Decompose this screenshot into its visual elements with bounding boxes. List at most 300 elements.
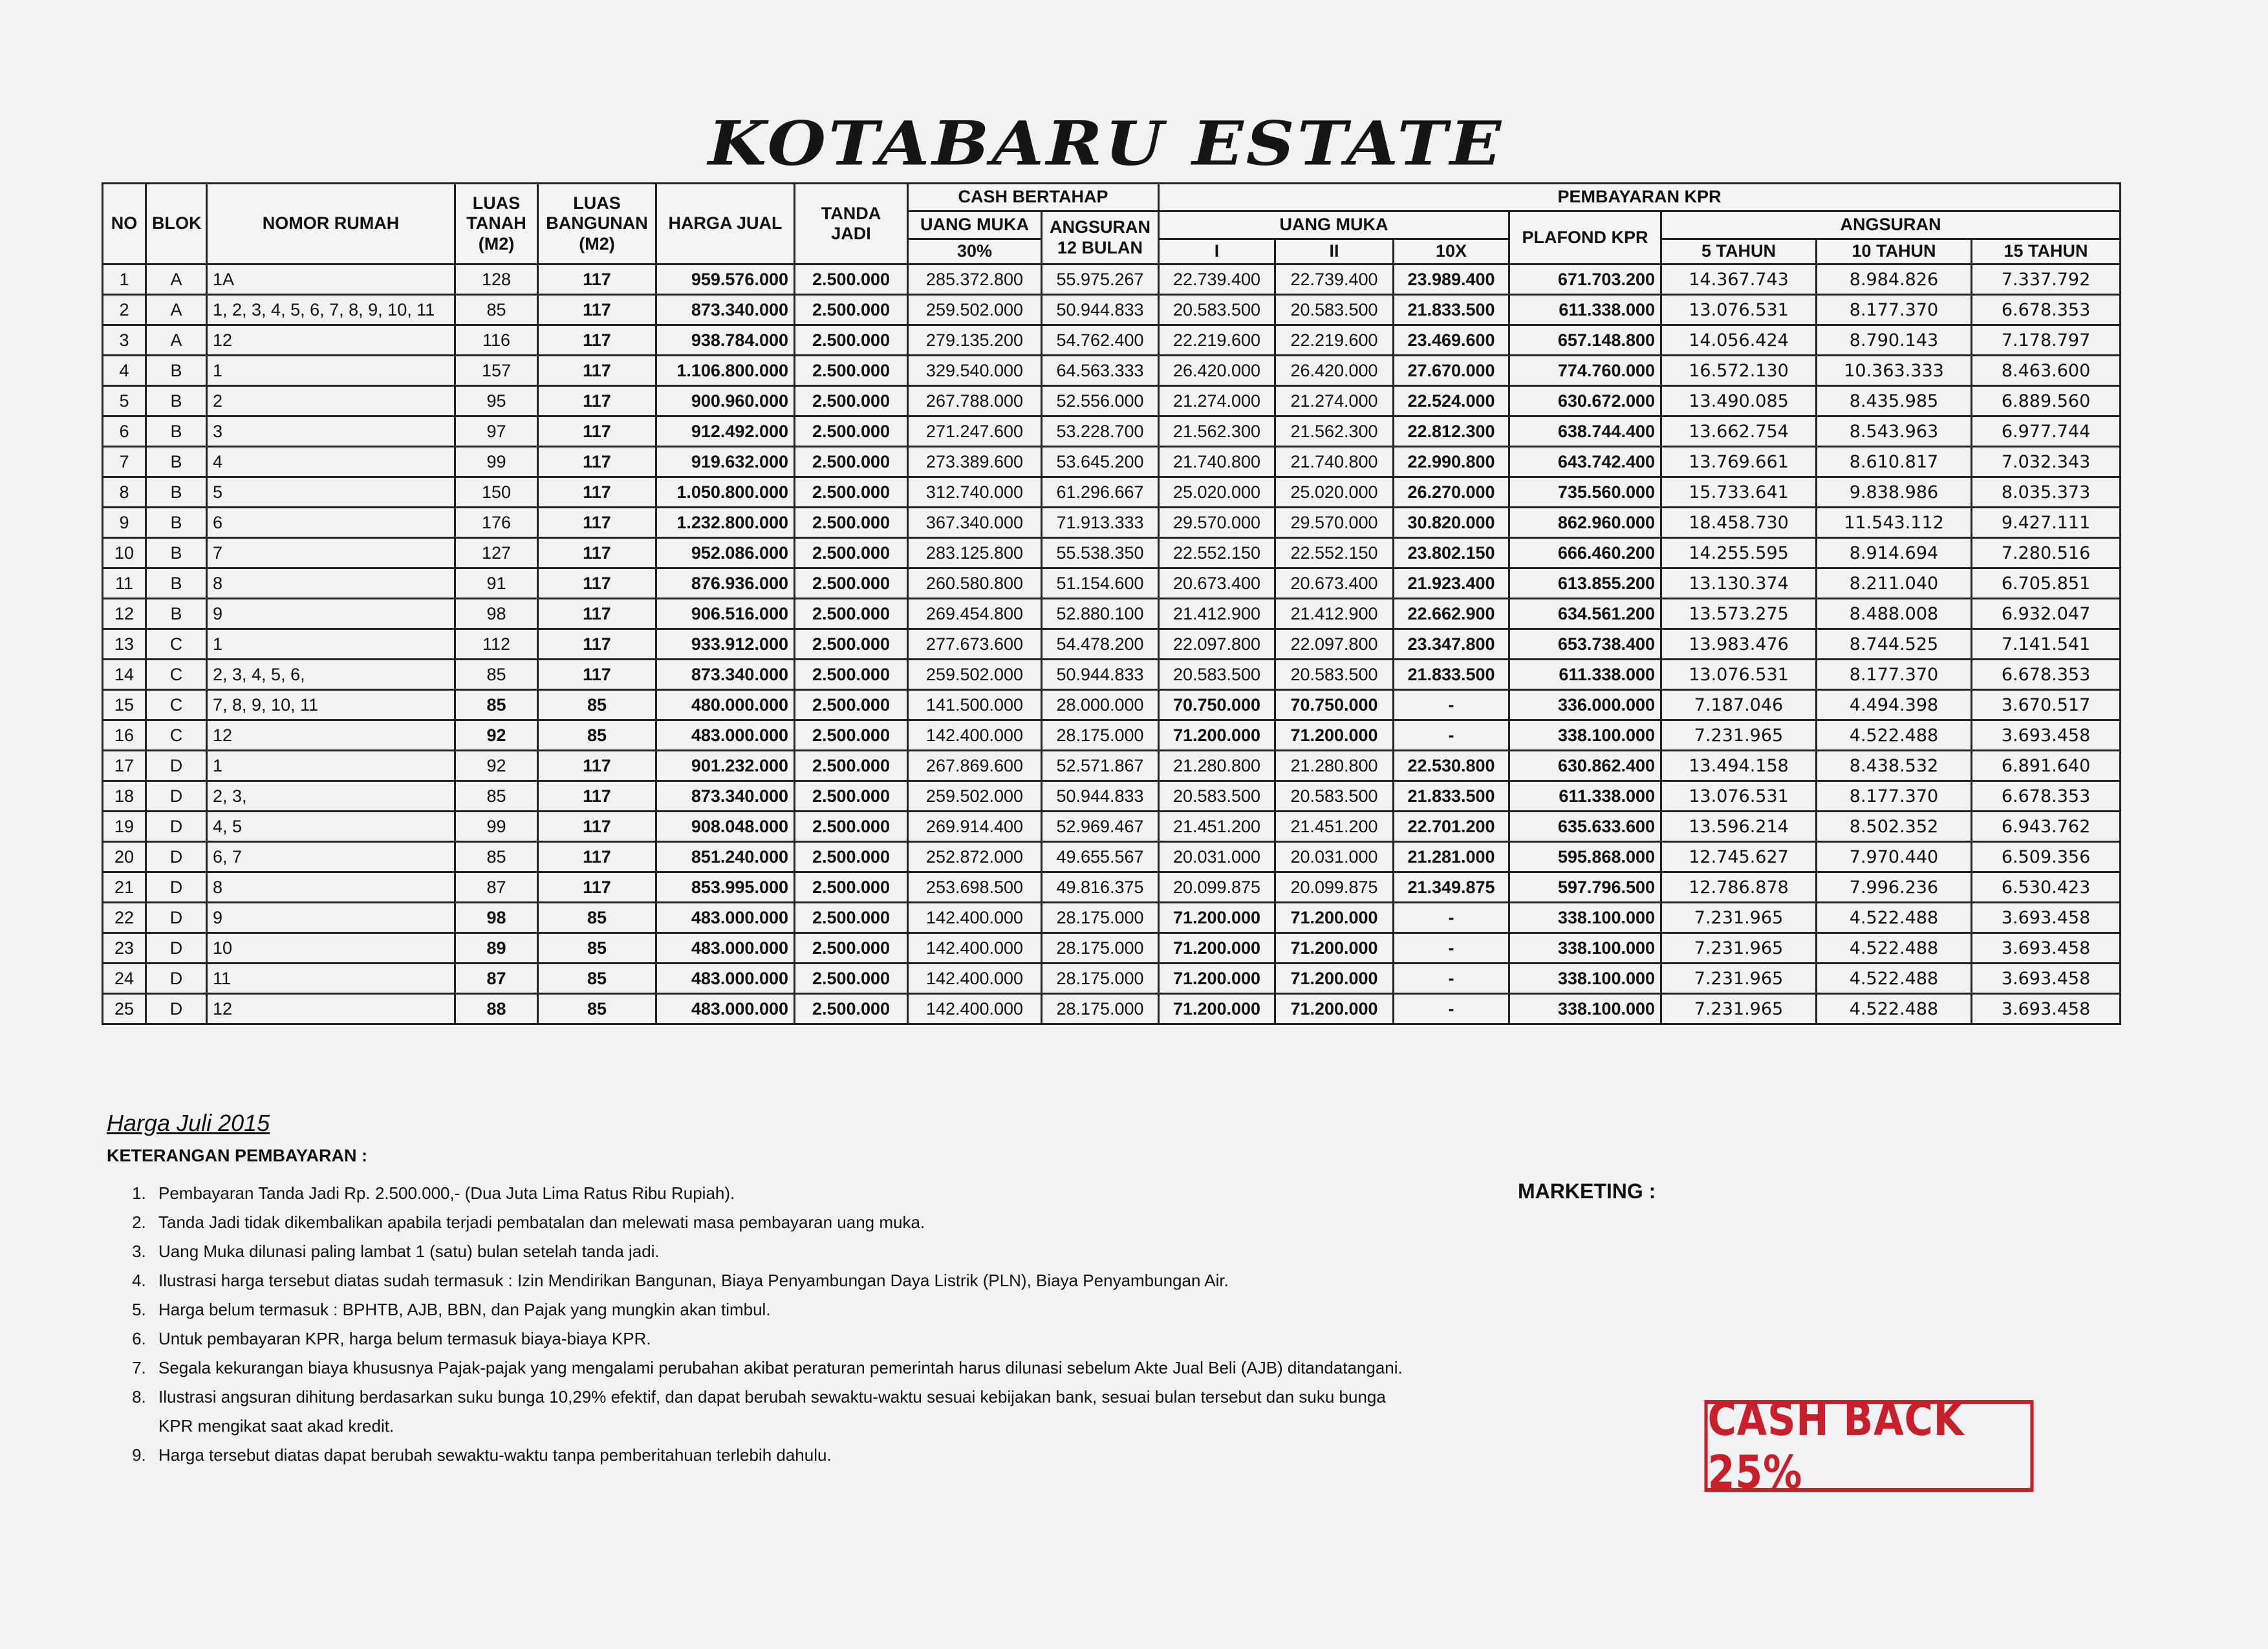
table-row — [103, 264, 2121, 295]
cell-no: 12 — [103, 599, 146, 629]
table-row — [103, 629, 2121, 660]
cell-um-ii: 20.583.500 — [1275, 660, 1394, 690]
cell-um-ii: 25.020.000 — [1275, 477, 1394, 508]
cell-um-ii: 20.673.400 — [1275, 568, 1394, 599]
cell-um-i: 21.740.800 — [1159, 447, 1275, 477]
cell-5-tahun: 13.076.531 — [1661, 660, 1817, 690]
cell-harga-jual: 938.784.000 — [656, 325, 795, 356]
cell-tanda-jadi: 2.500.000 — [795, 538, 908, 568]
cell-luas-tanah: 128 — [455, 264, 538, 295]
cell-plafond-kpr: 597.796.500 — [1509, 872, 1661, 903]
cell-nomor-rumah: 5 — [207, 477, 455, 508]
cell-no: 4 — [103, 356, 146, 386]
cell-no: 7 — [103, 447, 146, 477]
cell-um-i: 21.562.300 — [1159, 416, 1275, 447]
cell-luas-bangunan: 117 — [538, 660, 656, 690]
table-row — [103, 386, 2121, 416]
cell-10-tahun: 8.543.963 — [1817, 416, 1972, 447]
cell-10-tahun: 4.522.488 — [1817, 964, 1972, 994]
cell-5-tahun: 13.662.754 — [1661, 416, 1817, 447]
cell-harga-jual: 873.340.000 — [656, 295, 795, 325]
cell-blok: C — [146, 690, 207, 720]
cell-plafond-kpr: 657.148.800 — [1509, 325, 1661, 356]
cell-um-i: 20.099.875 — [1159, 872, 1275, 903]
col-plafond-kpr: PLAFOND KPR — [1509, 211, 1661, 264]
cell-10-tahun: 8.790.143 — [1817, 325, 1972, 356]
cell-15-tahun: 6.678.353 — [1972, 295, 2121, 325]
cell-10-tahun: 8.177.370 — [1817, 781, 1972, 812]
cell-harga-jual: 853.995.000 — [656, 872, 795, 903]
cell-angsuran-12-bulan: 61.296.667 — [1042, 477, 1159, 508]
cell-cash-uang-muka: 285.372.800 — [908, 264, 1042, 295]
cell-15-tahun: 7.337.792 — [1972, 264, 2121, 295]
cell-nomor-rumah: 2, 3, 4, 5, 6, — [207, 660, 455, 690]
cell-cash-uang-muka: 142.400.000 — [908, 933, 1042, 964]
cell-no: 25 — [103, 994, 146, 1024]
cell-tanda-jadi: 2.500.000 — [795, 964, 908, 994]
cell-tanda-jadi: 2.500.000 — [795, 690, 908, 720]
table-row — [103, 295, 2121, 325]
cell-um-i: 71.200.000 — [1159, 964, 1275, 994]
cell-tanda-jadi: 2.500.000 — [795, 812, 908, 842]
cell-blok: D — [146, 751, 207, 781]
cell-5-tahun: 15.733.641 — [1661, 477, 1817, 508]
cell-harga-jual: 901.232.000 — [656, 751, 795, 781]
cell-um-10x: - — [1394, 720, 1509, 751]
group-angsuran: ANGSURAN — [1661, 211, 2121, 239]
note-item: 5. Harga belum termasuk : BPHTB, AJB, BBN, dan Pajak yang mungkin akan timbul. — [151, 1295, 1594, 1324]
cell-angsuran-12-bulan: 64.563.333 — [1042, 356, 1159, 386]
cell-luas-bangunan: 85 — [538, 690, 656, 720]
cell-angsuran-12-bulan: 53.645.200 — [1042, 447, 1159, 477]
cell-15-tahun: 6.530.423 — [1972, 872, 2121, 903]
cell-um-ii: 21.740.800 — [1275, 447, 1394, 477]
cell-um-i: 70.750.000 — [1159, 690, 1275, 720]
cell-10-tahun: 8.435.985 — [1817, 386, 1972, 416]
cell-plafond-kpr: 613.855.200 — [1509, 568, 1661, 599]
cell-harga-jual: 1.106.800.000 — [656, 356, 795, 386]
cell-cash-uang-muka: 329.540.000 — [908, 356, 1042, 386]
cell-luas-tanah: 87 — [455, 964, 538, 994]
cell-luas-tanah: 98 — [455, 599, 538, 629]
cell-luas-bangunan: 117 — [538, 812, 656, 842]
price-table — [102, 182, 2121, 1025]
cell-luas-bangunan: 85 — [538, 903, 656, 933]
cell-luas-tanah: 88 — [455, 994, 538, 1024]
cell-nomor-rumah: 12 — [207, 994, 455, 1024]
cell-plafond-kpr: 338.100.000 — [1509, 933, 1661, 964]
cell-nomor-rumah: 1 — [207, 356, 455, 386]
cell-blok: B — [146, 538, 207, 568]
cell-um-10x: 22.812.300 — [1394, 416, 1509, 447]
cell-luas-bangunan: 117 — [538, 568, 656, 599]
col-um-10x: 10X — [1394, 239, 1509, 264]
cell-angsuran-12-bulan: 54.762.400 — [1042, 325, 1159, 356]
cell-15-tahun: 9.427.111 — [1972, 508, 2121, 538]
cell-no: 11 — [103, 568, 146, 599]
cell-15-tahun: 3.693.458 — [1972, 720, 2121, 751]
cell-nomor-rumah: 8 — [207, 872, 455, 903]
col-cash-uang-muka: UANG MUKA — [908, 211, 1042, 239]
cell-nomor-rumah: 7 — [207, 538, 455, 568]
cell-um-10x: 22.524.000 — [1394, 386, 1509, 416]
cell-harga-jual: 959.576.000 — [656, 264, 795, 295]
col-5-tahun: 5 TAHUN — [1661, 239, 1817, 264]
cell-5-tahun: 13.130.374 — [1661, 568, 1817, 599]
col-no: NO — [103, 184, 146, 264]
cell-um-ii: 21.562.300 — [1275, 416, 1394, 447]
cell-luas-tanah: 91 — [455, 568, 538, 599]
cell-harga-jual: 1.232.800.000 — [656, 508, 795, 538]
cell-luas-bangunan: 85 — [538, 994, 656, 1024]
cell-cash-uang-muka: 271.247.600 — [908, 416, 1042, 447]
cell-cash-uang-muka: 259.502.000 — [908, 295, 1042, 325]
cell-15-tahun: 6.705.851 — [1972, 568, 2121, 599]
note-item: 4. Ilustrasi harga tersebut diatas sudah termasuk : Izin Mendirikan Bangunan, Biaya Penyambungan Daya Listrik (PLN), Biaya Penyambungan Air. — [151, 1266, 1594, 1295]
cell-blok: A — [146, 264, 207, 295]
cell-blok: C — [146, 720, 207, 751]
cell-angsuran-12-bulan: 55.975.267 — [1042, 264, 1159, 295]
table-row — [103, 872, 2121, 903]
cell-harga-jual: 919.632.000 — [656, 447, 795, 477]
cell-angsuran-12-bulan: 28.175.000 — [1042, 994, 1159, 1024]
cell-10-tahun: 8.984.826 — [1817, 264, 1972, 295]
cell-tanda-jadi: 2.500.000 — [795, 508, 908, 538]
cell-plafond-kpr: 666.460.200 — [1509, 538, 1661, 568]
col-luas-bangunan: LUAS BANGUNAN (M2) — [538, 184, 656, 264]
cell-cash-uang-muka: 260.580.800 — [908, 568, 1042, 599]
cell-um-ii: 22.097.800 — [1275, 629, 1394, 660]
cell-um-10x: 22.701.200 — [1394, 812, 1509, 842]
cell-harga-jual: 483.000.000 — [656, 933, 795, 964]
cell-plafond-kpr: 735.560.000 — [1509, 477, 1661, 508]
cell-um-ii: 20.031.000 — [1275, 842, 1394, 872]
cell-angsuran-12-bulan: 52.880.100 — [1042, 599, 1159, 629]
cell-harga-jual: 873.340.000 — [656, 660, 795, 690]
cell-plafond-kpr: 595.868.000 — [1509, 842, 1661, 872]
cell-blok: D — [146, 964, 207, 994]
cell-harga-jual: 876.936.000 — [656, 568, 795, 599]
cell-15-tahun: 6.678.353 — [1972, 660, 2121, 690]
cell-um-ii: 22.219.600 — [1275, 325, 1394, 356]
cell-cash-uang-muka: 367.340.000 — [908, 508, 1042, 538]
cell-no: 22 — [103, 903, 146, 933]
cell-angsuran-12-bulan: 28.175.000 — [1042, 903, 1159, 933]
cell-15-tahun: 8.463.600 — [1972, 356, 2121, 386]
cell-cash-uang-muka: 267.869.600 — [908, 751, 1042, 781]
cell-15-tahun: 8.035.373 — [1972, 477, 2121, 508]
cell-15-tahun: 6.889.560 — [1972, 386, 2121, 416]
cell-10-tahun: 4.522.488 — [1817, 903, 1972, 933]
col-tanda-jadi: TANDA JADI — [795, 184, 908, 264]
cell-luas-bangunan: 117 — [538, 325, 656, 356]
cell-cash-uang-muka: 259.502.000 — [908, 660, 1042, 690]
cell-nomor-rumah: 9 — [207, 599, 455, 629]
cell-um-i: 21.280.800 — [1159, 751, 1275, 781]
cell-15-tahun: 7.141.541 — [1972, 629, 2121, 660]
cell-cash-uang-muka: 142.400.000 — [908, 994, 1042, 1024]
cell-um-ii: 21.280.800 — [1275, 751, 1394, 781]
cell-tanda-jadi: 2.500.000 — [795, 842, 908, 872]
cell-blok: B — [146, 386, 207, 416]
cell-luas-tanah: 150 — [455, 477, 538, 508]
cell-plafond-kpr: 338.100.000 — [1509, 994, 1661, 1024]
cell-luas-bangunan: 117 — [538, 356, 656, 386]
cell-no: 1 — [103, 264, 146, 295]
cell-harga-jual: 483.000.000 — [656, 994, 795, 1024]
cell-luas-tanah: 112 — [455, 629, 538, 660]
cell-luas-tanah: 95 — [455, 386, 538, 416]
cell-tanda-jadi: 2.500.000 — [795, 416, 908, 447]
cell-5-tahun: 13.573.275 — [1661, 599, 1817, 629]
cell-blok: D — [146, 903, 207, 933]
cell-blok: D — [146, 872, 207, 903]
cell-nomor-rumah: 1, 2, 3, 4, 5, 6, 7, 8, 9, 10, 11 — [207, 295, 455, 325]
cell-luas-tanah: 176 — [455, 508, 538, 538]
cell-tanda-jadi: 2.500.000 — [795, 872, 908, 903]
cell-nomor-rumah: 1 — [207, 629, 455, 660]
cell-plafond-kpr: 643.742.400 — [1509, 447, 1661, 477]
cell-nomor-rumah: 7, 8, 9, 10, 11 — [207, 690, 455, 720]
cell-plafond-kpr: 338.100.000 — [1509, 903, 1661, 933]
cell-15-tahun: 6.509.356 — [1972, 842, 2121, 872]
cell-15-tahun: 6.943.762 — [1972, 812, 2121, 842]
cell-luas-tanah: 85 — [455, 660, 538, 690]
cell-harga-jual: 873.340.000 — [656, 781, 795, 812]
cell-cash-uang-muka: 141.500.000 — [908, 690, 1042, 720]
cell-harga-jual: 908.048.000 — [656, 812, 795, 842]
cell-luas-bangunan: 117 — [538, 416, 656, 447]
cell-luas-tanah: 127 — [455, 538, 538, 568]
cell-harga-jual: 952.086.000 — [656, 538, 795, 568]
cell-nomor-rumah: 12 — [207, 720, 455, 751]
table-header — [103, 184, 2121, 264]
cell-angsuran-12-bulan: 49.816.375 — [1042, 872, 1159, 903]
cell-angsuran-12-bulan: 51.154.600 — [1042, 568, 1159, 599]
cell-luas-tanah: 85 — [455, 690, 538, 720]
cell-um-i: 71.200.000 — [1159, 933, 1275, 964]
cell-5-tahun: 13.076.531 — [1661, 295, 1817, 325]
cell-no: 15 — [103, 690, 146, 720]
cell-luas-tanah: 99 — [455, 812, 538, 842]
table-row — [103, 842, 2121, 872]
cell-um-10x: 27.670.000 — [1394, 356, 1509, 386]
cell-luas-bangunan: 117 — [538, 477, 656, 508]
cell-tanda-jadi: 2.500.000 — [795, 386, 908, 416]
cell-5-tahun: 18.458.730 — [1661, 508, 1817, 538]
col-blok: BLOK — [146, 184, 207, 264]
cell-luas-bangunan: 117 — [538, 386, 656, 416]
cell-um-10x: 21.833.500 — [1394, 660, 1509, 690]
cell-nomor-rumah: 6 — [207, 508, 455, 538]
cell-cash-uang-muka: 253.698.500 — [908, 872, 1042, 903]
cell-no: 2 — [103, 295, 146, 325]
cell-um-10x: - — [1394, 964, 1509, 994]
cell-um-10x: - — [1394, 690, 1509, 720]
cell-cash-uang-muka: 142.400.000 — [908, 720, 1042, 751]
cell-angsuran-12-bulan: 53.228.700 — [1042, 416, 1159, 447]
cell-luas-bangunan: 117 — [538, 599, 656, 629]
col-harga-jual: HARGA JUAL — [656, 184, 795, 264]
cell-um-10x: 22.990.800 — [1394, 447, 1509, 477]
cell-5-tahun: 14.367.743 — [1661, 264, 1817, 295]
cell-luas-bangunan: 117 — [538, 751, 656, 781]
cell-um-10x: 23.989.400 — [1394, 264, 1509, 295]
col-nomor-rumah: NOMOR RUMAH — [207, 184, 455, 264]
cell-tanda-jadi: 2.500.000 — [795, 477, 908, 508]
cell-angsuran-12-bulan: 54.478.200 — [1042, 629, 1159, 660]
cell-blok: A — [146, 325, 207, 356]
cell-harga-jual: 480.000.000 — [656, 690, 795, 720]
cell-nomor-rumah: 4 — [207, 447, 455, 477]
cell-um-i: 22.219.600 — [1159, 325, 1275, 356]
cell-blok: B — [146, 508, 207, 538]
cell-blok: B — [146, 568, 207, 599]
col-angsuran-12-bulan: ANGSURAN 12 BULAN — [1042, 211, 1159, 264]
cell-10-tahun: 4.494.398 — [1817, 690, 1972, 720]
cell-um-i: 71.200.000 — [1159, 903, 1275, 933]
cell-tanda-jadi: 2.500.000 — [795, 356, 908, 386]
cell-5-tahun: 14.056.424 — [1661, 325, 1817, 356]
cash-back-stamp: CASH BACK 25% — [1704, 1400, 2033, 1492]
cell-luas-bangunan: 85 — [538, 964, 656, 994]
cell-10-tahun: 9.838.986 — [1817, 477, 1972, 508]
cell-um-ii: 70.750.000 — [1275, 690, 1394, 720]
cell-plafond-kpr: 611.338.000 — [1509, 295, 1661, 325]
cell-5-tahun: 12.745.627 — [1661, 842, 1817, 872]
cell-harga-jual: 851.240.000 — [656, 842, 795, 872]
cell-um-i: 20.583.500 — [1159, 295, 1275, 325]
cell-blok: C — [146, 629, 207, 660]
cell-10-tahun: 4.522.488 — [1817, 720, 1972, 751]
col-cash-uang-muka-pct: 30% — [908, 239, 1042, 264]
cell-5-tahun: 13.596.214 — [1661, 812, 1817, 842]
cell-10-tahun: 8.488.008 — [1817, 599, 1972, 629]
cell-5-tahun: 13.490.085 — [1661, 386, 1817, 416]
cell-angsuran-12-bulan: 49.655.567 — [1042, 842, 1159, 872]
cell-10-tahun: 8.610.817 — [1817, 447, 1972, 477]
cell-um-10x: - — [1394, 903, 1509, 933]
cell-5-tahun: 7.231.965 — [1661, 933, 1817, 964]
cell-um-10x: 30.820.000 — [1394, 508, 1509, 538]
cell-harga-jual: 483.000.000 — [656, 964, 795, 994]
cell-um-i: 20.673.400 — [1159, 568, 1275, 599]
cell-cash-uang-muka: 279.135.200 — [908, 325, 1042, 356]
cell-no: 9 — [103, 508, 146, 538]
cell-plafond-kpr: 774.760.000 — [1509, 356, 1661, 386]
cell-no: 19 — [103, 812, 146, 842]
table-row — [103, 690, 2121, 720]
cell-15-tahun: 3.693.458 — [1972, 964, 2121, 994]
cell-luas-tanah: 85 — [455, 781, 538, 812]
table-row — [103, 416, 2121, 447]
cell-cash-uang-muka: 252.872.000 — [908, 842, 1042, 872]
cell-luas-tanah: 116 — [455, 325, 538, 356]
cell-tanda-jadi: 2.500.000 — [795, 720, 908, 751]
cell-no: 8 — [103, 477, 146, 508]
note-item: 6. Untuk pembayaran KPR, harga belum termasuk biaya-biaya KPR. — [151, 1324, 1594, 1353]
cell-10-tahun: 8.744.525 — [1817, 629, 1972, 660]
cell-um-i: 20.583.500 — [1159, 660, 1275, 690]
cell-5-tahun: 16.572.130 — [1661, 356, 1817, 386]
cell-plafond-kpr: 611.338.000 — [1509, 781, 1661, 812]
table-body — [103, 264, 2121, 1024]
cell-luas-bangunan: 117 — [538, 781, 656, 812]
cell-luas-tanah: 85 — [455, 842, 538, 872]
cell-luas-tanah: 98 — [455, 903, 538, 933]
cell-tanda-jadi: 2.500.000 — [795, 933, 908, 964]
cell-um-i: 22.552.150 — [1159, 538, 1275, 568]
cell-angsuran-12-bulan: 52.556.000 — [1042, 386, 1159, 416]
cell-luas-bangunan: 117 — [538, 447, 656, 477]
cell-plafond-kpr: 338.100.000 — [1509, 964, 1661, 994]
cell-tanda-jadi: 2.500.000 — [795, 447, 908, 477]
cell-nomor-rumah: 8 — [207, 568, 455, 599]
cell-blok: D — [146, 842, 207, 872]
cell-nomor-rumah: 1 — [207, 751, 455, 781]
cell-um-ii: 20.583.500 — [1275, 295, 1394, 325]
cell-harga-jual: 900.960.000 — [656, 386, 795, 416]
cell-no: 24 — [103, 964, 146, 994]
cell-10-tahun: 4.522.488 — [1817, 933, 1972, 964]
cell-plafond-kpr: 635.633.600 — [1509, 812, 1661, 842]
cell-no: 5 — [103, 386, 146, 416]
cell-no: 18 — [103, 781, 146, 812]
cell-plafond-kpr: 638.744.400 — [1509, 416, 1661, 447]
cell-10-tahun: 8.211.040 — [1817, 568, 1972, 599]
cell-um-i: 22.739.400 — [1159, 264, 1275, 295]
cell-angsuran-12-bulan: 52.571.867 — [1042, 751, 1159, 781]
cell-um-10x: 22.662.900 — [1394, 599, 1509, 629]
cell-angsuran-12-bulan: 50.944.833 — [1042, 781, 1159, 812]
cell-no: 6 — [103, 416, 146, 447]
cell-luas-tanah: 99 — [455, 447, 538, 477]
cell-10-tahun: 11.543.112 — [1817, 508, 1972, 538]
cell-5-tahun: 7.231.965 — [1661, 903, 1817, 933]
cell-cash-uang-muka: 142.400.000 — [908, 964, 1042, 994]
cell-angsuran-12-bulan: 28.175.000 — [1042, 720, 1159, 751]
notes-title: KETERANGAN PEMBAYARAN : — [107, 1146, 368, 1165]
cell-angsuran-12-bulan: 52.969.467 — [1042, 812, 1159, 842]
table-row — [103, 812, 2121, 842]
cell-5-tahun: 7.231.965 — [1661, 964, 1817, 994]
col-15-tahun: 15 TAHUN — [1972, 239, 2121, 264]
cell-no: 14 — [103, 660, 146, 690]
cell-luas-bangunan: 117 — [538, 842, 656, 872]
cell-10-tahun: 10.363.333 — [1817, 356, 1972, 386]
cell-um-ii: 22.552.150 — [1275, 538, 1394, 568]
cell-um-i: 20.583.500 — [1159, 781, 1275, 812]
cell-10-tahun: 8.177.370 — [1817, 295, 1972, 325]
cell-um-10x: 21.281.000 — [1394, 842, 1509, 872]
cell-15-tahun: 3.693.458 — [1972, 994, 2121, 1024]
cell-harga-jual: 483.000.000 — [656, 720, 795, 751]
cell-nomor-rumah: 3 — [207, 416, 455, 447]
cell-angsuran-12-bulan: 71.913.333 — [1042, 508, 1159, 538]
cell-10-tahun: 7.996.236 — [1817, 872, 1972, 903]
cell-um-i: 21.274.000 — [1159, 386, 1275, 416]
cell-luas-tanah: 87 — [455, 872, 538, 903]
cell-cash-uang-muka: 312.740.000 — [908, 477, 1042, 508]
table-row — [103, 720, 2121, 751]
cell-nomor-rumah: 2, 3, — [207, 781, 455, 812]
cell-blok: D — [146, 933, 207, 964]
cell-luas-tanah: 85 — [455, 295, 538, 325]
cell-blok: B — [146, 447, 207, 477]
cell-plafond-kpr: 336.000.000 — [1509, 690, 1661, 720]
cell-10-tahun: 8.438.532 — [1817, 751, 1972, 781]
cell-no: 10 — [103, 538, 146, 568]
